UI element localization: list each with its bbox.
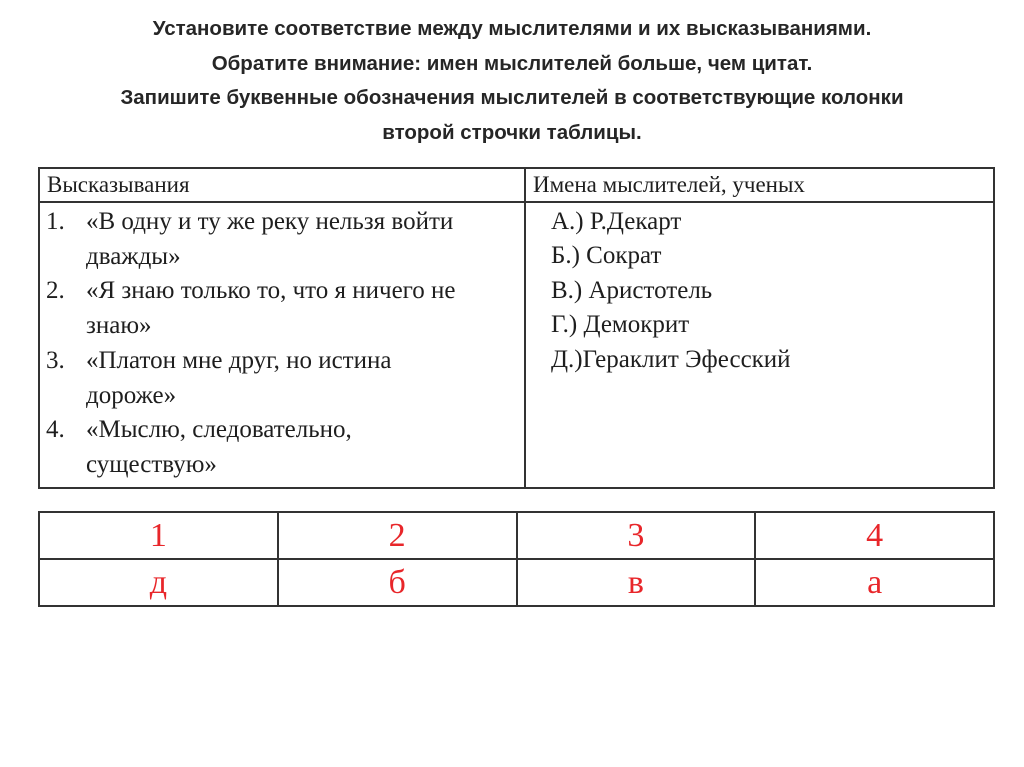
quote-text xyxy=(86,205,524,274)
quote-item xyxy=(46,344,524,413)
matching-table xyxy=(38,167,995,489)
quotes-cell xyxy=(39,202,525,488)
answer-letter: в xyxy=(517,559,756,606)
answer-number: 4 xyxy=(755,512,994,559)
quote-line: дважды» xyxy=(86,242,181,270)
thinker-name: Б.) Сократ xyxy=(551,242,662,270)
thinker-name: В.) Аристотель xyxy=(551,276,713,304)
quote-line: «Я знаю только то, что я ничего не xyxy=(86,277,456,305)
answer-letter: а xyxy=(755,559,994,606)
task-title xyxy=(30,12,994,151)
matching-table-body-row xyxy=(39,202,994,488)
thinker-name: А.) Р.Декарт xyxy=(551,208,682,235)
thinker-name: Г.) Демокрит xyxy=(551,311,690,339)
title-line: Установите соответствие между мыслителями и их высказываниями. xyxy=(152,17,872,40)
quote-text xyxy=(86,413,524,482)
title-line: Обратите внимание: имен мыслителей больше, чем цитат. xyxy=(211,51,813,75)
answer-numbers-row xyxy=(39,512,994,559)
title-line: второй строчки таблицы. xyxy=(382,121,642,145)
header-quotes: Высказывания xyxy=(39,168,525,202)
quotes-list xyxy=(40,203,524,487)
quote-line: «Платон мне друг, но истина xyxy=(86,346,392,374)
answer-table xyxy=(38,511,995,607)
quote-number: 4. xyxy=(46,416,65,444)
answer-number: 2 xyxy=(278,512,517,559)
quote-item xyxy=(46,413,524,482)
quote-line: «В одну и ту же реку нельзя войти xyxy=(86,208,454,235)
quote-number: 3. xyxy=(46,346,65,374)
quote-number: 2. xyxy=(46,277,65,305)
quote-line: дороже» xyxy=(86,381,177,409)
title-line: Запишите буквенные обозначения мыслителей в соответствующие колонки xyxy=(120,86,904,110)
names-list xyxy=(526,203,993,377)
answer-number: 1 xyxy=(39,512,278,559)
quote-text xyxy=(86,274,524,343)
quote-line: «Мыслю, следовательно, xyxy=(86,416,352,444)
thinker-name: Д.)Гераклит Эфесский xyxy=(551,345,791,373)
answer-number: 3 xyxy=(517,512,756,559)
quote-text xyxy=(86,344,524,413)
answer-letter: д xyxy=(39,559,278,606)
quote-line: знаю» xyxy=(86,312,152,340)
quote-line: существую» xyxy=(86,450,217,478)
answer-letters-row xyxy=(39,559,994,606)
header-names: Имена мыслителей, ученых xyxy=(525,168,994,202)
quote-item xyxy=(46,274,524,343)
answer-letter: б xyxy=(278,559,517,606)
quote-number: 1. xyxy=(46,208,65,235)
quote-item xyxy=(46,205,524,274)
names-cell xyxy=(525,202,994,488)
matching-table-header-row xyxy=(39,168,994,202)
